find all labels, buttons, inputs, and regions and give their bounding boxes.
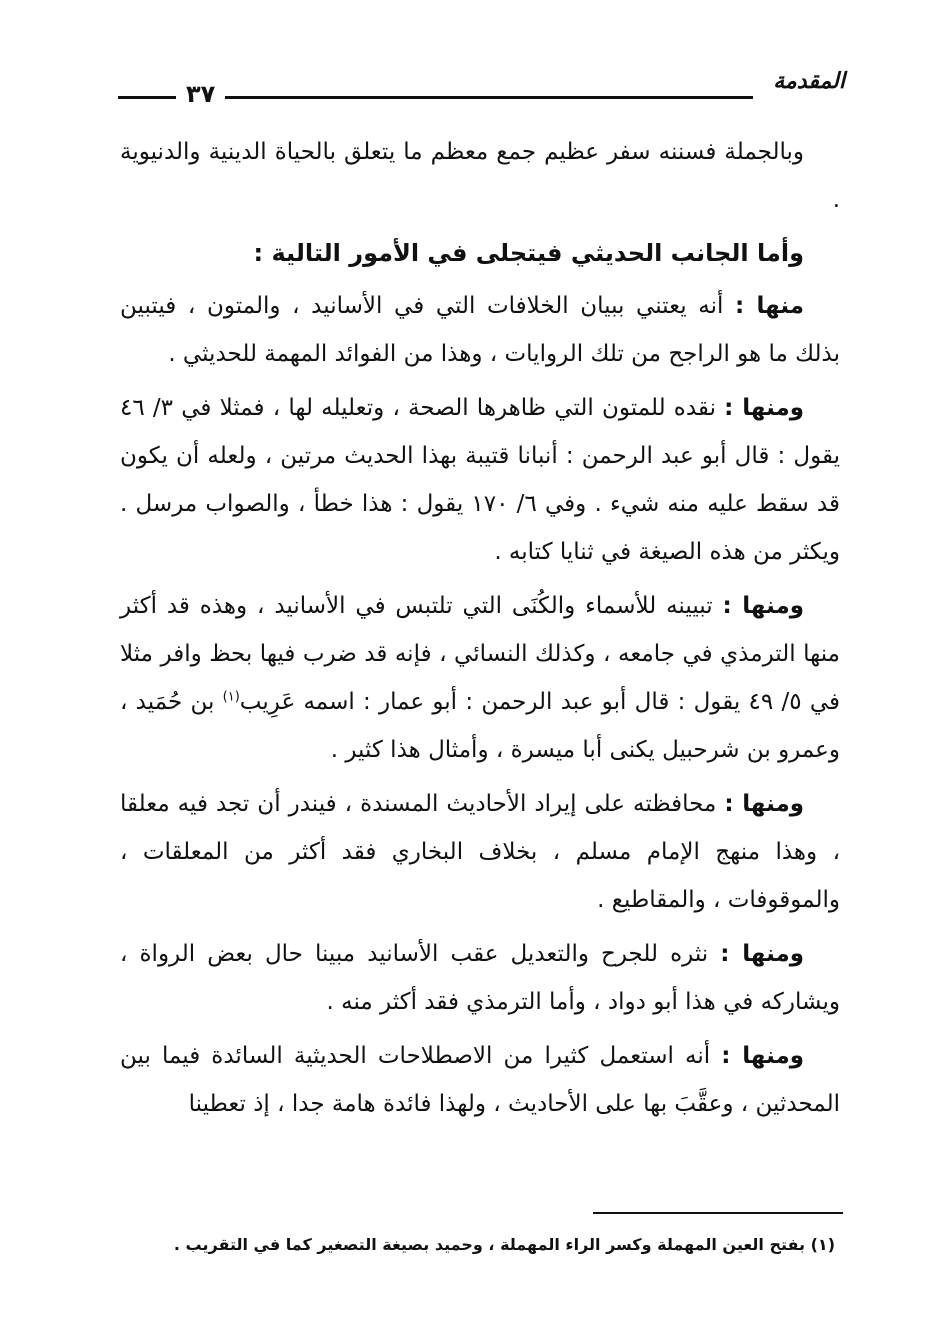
paragraph-intro (120, 128, 840, 224)
list-item (120, 780, 840, 924)
section-heading: وأما الجانب الحديثي فيتجلى في الأمور التالية : (253, 239, 804, 267)
list-item (120, 384, 840, 576)
item-lead: ومنها : (724, 791, 804, 817)
footnote: (١) بفتح العين المهملة وكسر الراء المهملة ، وحميد بصيغة التصغير كما في التقريب . (173, 1235, 835, 1254)
item-text: محافظته على إيراد الأحاديث المسندة ، فيندر أن تجد فيه معلقا ، وهذا منهج الإمام مسلم ، بخلاف البخاري فقد أكثر من المعلقات ، والموقوفات ، والمقاطيع . (120, 791, 840, 913)
item-lead: ومنها : (722, 593, 804, 619)
item-text: أنه استعمل كثيرا من الاصطلاحات الحديثية السائدة فيما بين المحدثين ، وعقَّبَ بها على الأحاديث ، ولهذا فائدة هامة جدا ، إذ تعطينا (120, 1043, 840, 1117)
footnote-rule (593, 1212, 843, 1214)
page-number: ٣٧ (176, 80, 225, 108)
item-lead: ومنها : (721, 1043, 805, 1069)
header-title: المقدمة (773, 69, 845, 94)
list-item (120, 582, 840, 774)
paragraph-text: وبالجملة فسننه سفر عظيم جمع معظم ما يتعلق بالحياة الدينية والدنيوية . (120, 139, 840, 213)
item-lead: ومنها : (724, 395, 805, 421)
list-item (120, 1032, 840, 1128)
item-lead: ومنها : (720, 941, 804, 967)
item-lead: منها : (735, 293, 804, 319)
item-text: أنه يعتني ببيان الخلافات التي في الأسانيد ، والمتون ، فيتبين بذلك ما هو الراجح من تلك الروايات ، وهذا من الفوائد المهمة للحديثي . (120, 293, 840, 367)
list-item (120, 930, 840, 1026)
item-text: تبيينه للأسماء والكُنَى التي تلتبس في الأسانيد ، وهذه قد أكثر منها الترمذي في جامعه ، وكذلك النسائي ، فإنه قد ضرب فيها بحظ وافر مثلا في ٥/ ٤٩ يقول : قال أبو عبد الرحمن : أبو عمار : اسمه عَرِيب (120, 593, 841, 715)
item-text: نثره للجرح والتعديل عقب الأسانيد مبينا حال بعض الرواة ، ويشاركه في هذا أبو دواد ، وأما الترمذي فقد أكثر منه . (120, 941, 840, 1015)
running-header (118, 68, 845, 108)
item-text: نقده للمتون التي ظاهرها الصحة ، وتعليله لها ، فمثلا في ٣/ ٤٦ يقول : قال أبو عبد الرحمن : أنبانا قتيبة بهذا الحديث مرتين ، ولعله أن يكون قد سقط عليه منه شيء . وفي ٦/ ١٧٠ يقول : هذا خطأ ، والصواب مرسل . ويكثر من هذه الصيغة في ثنايا كتابه . (120, 395, 840, 565)
header-rule-left (118, 96, 168, 99)
footnote-reference[interactable]: (١) (222, 689, 240, 705)
body-text (120, 128, 840, 1128)
list-item (120, 282, 840, 378)
item-text-continued: بن حُمَيد ، وعمرو بن شرحبيل يكنى أبا ميسرة ، وأمثال هذا كثير . (120, 689, 840, 763)
